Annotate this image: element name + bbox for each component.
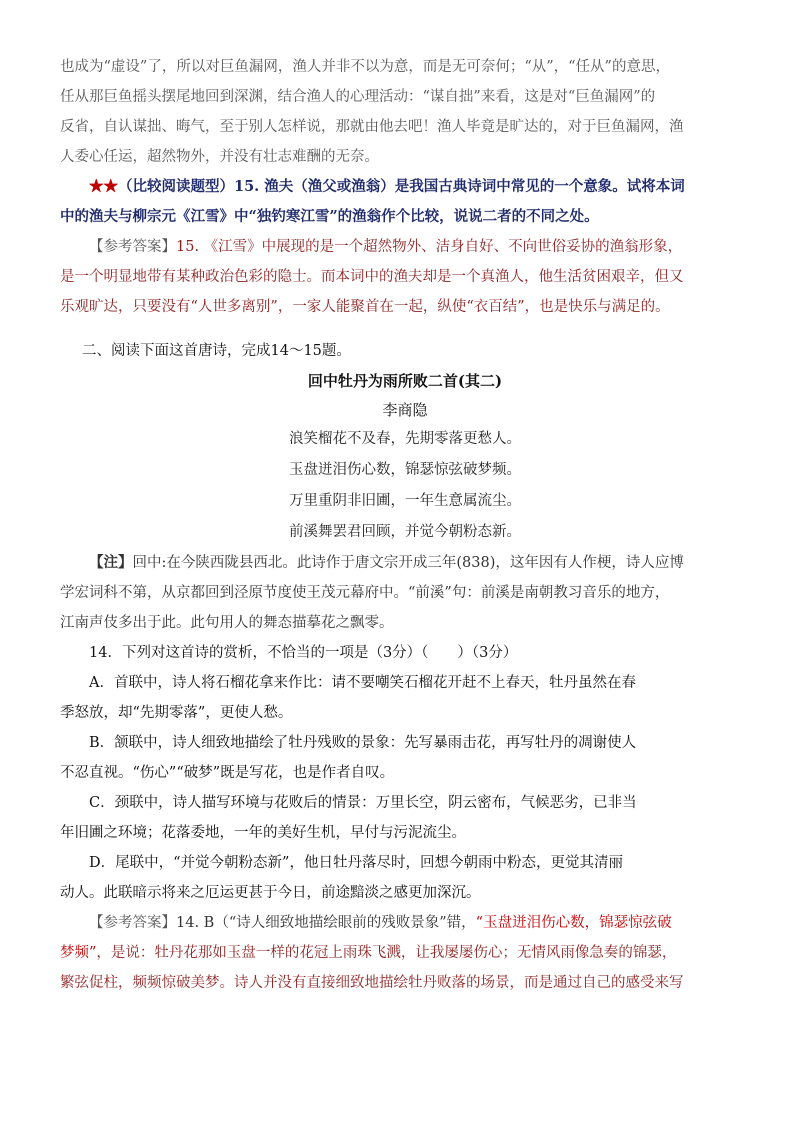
note-line: 学宏词科不第，从京都回到泾原节度使王茂元幕府中。“前溪”句：前溪是南朝教习音乐的地方， — [60, 585, 670, 601]
option-b: B．颔联中，诗人细致地描绘了牡丹残败的景象：先写暴雨击花，再写牡丹的凋谢使人 — [89, 735, 637, 751]
question-14 — [60, 638, 750, 908]
poem-line: 浪笑榴花不及春，先期零落更愁人。 — [289, 431, 521, 447]
star-rating: ★★ — [89, 178, 118, 195]
poem-line: 玉盘迸泪伤心数，锦瑟惊弦破梦频。 — [289, 462, 521, 478]
poem-title: 回中牡丹为雨所败二首(其二) — [307, 372, 503, 390]
text-line: 反省，自认谋拙、晦气，至于别人怎样说，那就由他去吧！渔人毕竟是旷达的，对于巨鱼漏网，渔 — [60, 119, 684, 135]
text-line: 人委心任运，超然物外，并没有壮志难酬的无奈。 — [60, 149, 379, 165]
answer-line: 梦频”，是说：牡丹花那如玉盘一样的花冠上雨珠飞溅，让我屡屡伤心；无情风雨像急奏的锦瑟， — [60, 945, 677, 961]
poem-note — [60, 548, 750, 638]
answer-line: 繁弦促柱，频频惊破美梦。诗人并没有直接细致地描绘牡丹败落的场景，而是通过自己的感受来写 — [60, 975, 684, 991]
poem-line: 万里重阴非旧圃，一年生意属流尘。 — [289, 493, 521, 509]
answer-tag: 【参考答案】 — [89, 239, 176, 255]
option-b-cont: 不忍直视。“伤心”“破梦”既是写花，也是作者自叹。 — [60, 765, 395, 781]
option-a: A．首联中，诗人将石榴花拿来作比：请不要嘲笑石榴花开赶不上春天，牡丹虽然在春 — [89, 675, 636, 691]
option-c: C．颈联中，诗人描写环境与花败后的情景：万里长空，阴云密布，气候恶劣，已非当 — [89, 795, 637, 811]
poem-line: 前溪舞罢君回顾，并觉今朝粉态新。 — [289, 524, 521, 540]
poem-author: 李商隐 — [382, 401, 428, 419]
intro-paragraph — [60, 52, 750, 172]
answer-line: 【参考答案】14. B（“诗人细致地描绘眼前的残败景象”错，“玉盘迸泪伤心数，锦瑟惊弦破 — [89, 915, 672, 931]
section-heading: 二、阅读下面这首唐诗，完成14～15题。 — [82, 343, 351, 359]
question-15-comparison — [60, 172, 750, 232]
poem — [60, 366, 750, 548]
option-d: D．尾联中，“并觉今朝粉态新”，他日牡丹落尽时，回想今朝雨中粉态，更觉其清丽 — [89, 855, 623, 871]
answer-line: 【参考答案】15. 《江雪》中展现的是一个超然物外、洁身自好、不向世俗妥协的渔翁形象， — [89, 239, 683, 255]
option-a-cont: 季怒放，却“先期零落”，更使人愁。 — [60, 705, 293, 721]
question-15-line: ★★（比较阅读题型）15. 渔夫（渔父或渔翁）是我国古典诗词中常见的一个意象。试将本词 — [89, 178, 685, 195]
answer-line: 是一个明显地带有某种政治色彩的隐士。而本词中的渔夫却是一个真渔人，他生活贫困艰辛，但又 — [60, 269, 684, 285]
question-14-stem: 14．下列对这首诗的赏析，不恰当的一项是（3分）（ ）（3分） — [89, 645, 518, 661]
answer-15 — [60, 232, 750, 322]
answer-line: 乐观旷达，只要没有“人世多离别”，一家人能聚首在一起，纵使“衣百结”，也是快乐与满足的。 — [60, 299, 670, 315]
text-line: 任从那巨鱼摇头摆尾地回到深渊，结合渔人的心理活动：“谋自拙”来看，这是对“巨鱼漏网”的 — [60, 89, 656, 105]
note-line: 江南声伎多出于此。此句用人的舞态描摹花之飘零。 — [60, 615, 394, 631]
text-line: 也成为“虚设”了，所以对巨鱼漏网，渔人并非不以为意，而是无可奈何；“从”，“任从”的意思， — [60, 59, 670, 75]
document-page — [60, 52, 750, 998]
option-d-cont: 动人。此联暗示将来之厄运更甚于今日，前途黯淡之感更加深沉。 — [60, 885, 481, 901]
option-c-cont: 年旧圃之环境；花落委地，一年的美好生机，早付与污泥流尘。 — [60, 825, 466, 841]
note-label: 【注】 — [89, 554, 133, 571]
note-line: 【注】回中:在今陕西陇县西北。此诗作于唐文宗开成三年(838)，这年因有人作梗，诗人应博 — [89, 554, 684, 571]
question-15-line: 中的渔夫与柳宗元《江雪》中“独钓寒江雪”的渔翁作个比较，说说二者的不同之处。 — [60, 208, 599, 225]
answer-14 — [60, 908, 750, 998]
answer-tag: 【参考答案】 — [89, 915, 176, 931]
